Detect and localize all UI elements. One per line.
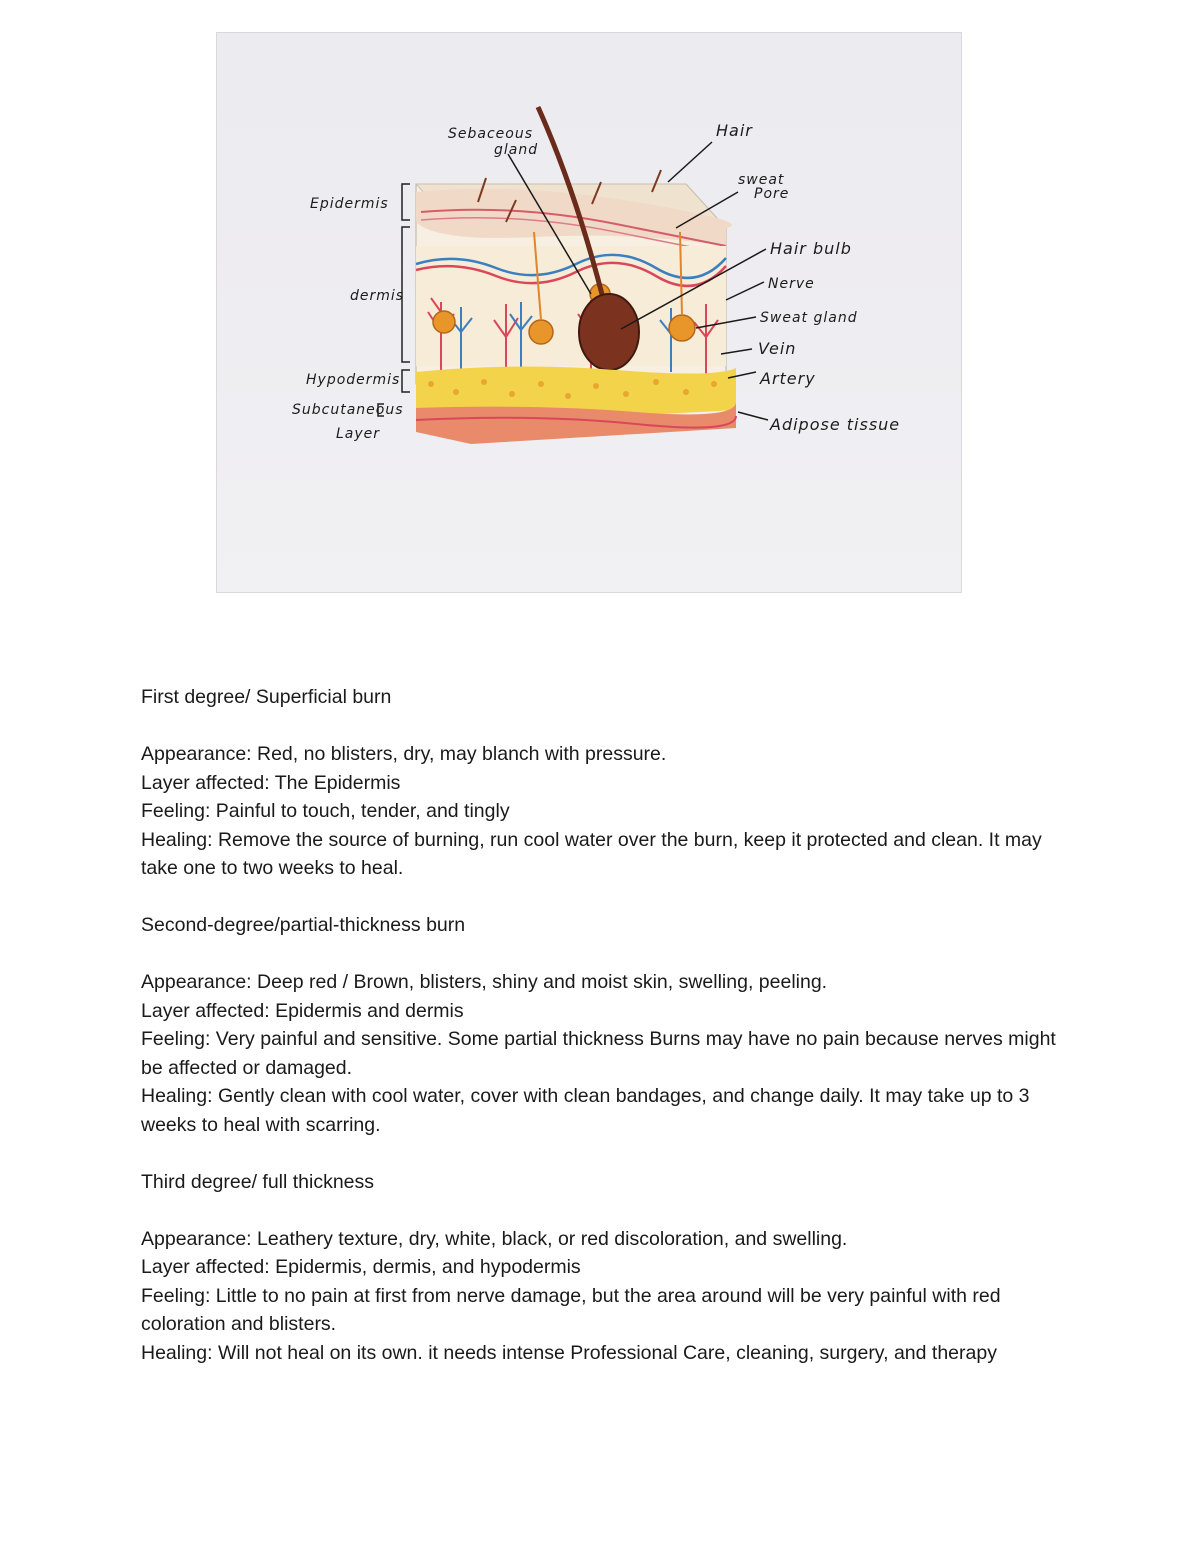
dermis-layer (416, 246, 726, 366)
section-1-title: First degree/ Superficial burn (141, 686, 392, 708)
label-sebaceous-gland-line2: gland (494, 142, 539, 158)
skin-cross-section-drawing (216, 32, 962, 593)
label-hair: Hair (716, 121, 753, 140)
label-subcutaneous-line1: Subcutaneous (292, 402, 404, 418)
label-sweat-pore-line1: sweat (738, 172, 785, 188)
section-2-healing: Healing: Gently clean with cool water, cover with clean bandages, and change daily. It may take up to 3 weeks to heal with scarring. (141, 1085, 1030, 1136)
label-sebaceous-gland-line1: Sebaceous (448, 126, 534, 142)
label-sweat-gland: Sweat gland (760, 310, 858, 326)
section-1-layer: Layer affected: The Epidermis (141, 771, 401, 794)
section-3-layer: Layer affected: Epidermis, dermis, and hypodermis (141, 1256, 581, 1278)
section-1-feeling: Feeling: Painful to touch, tender, and tingly (141, 800, 510, 822)
section-3-feeling: Feeling: Little to no pain at first from nerve damage, but the area around will be very painful with red coloration and blisters. (141, 1284, 1001, 1335)
section-2-layer: Layer affected: Epidermis and dermis (141, 999, 464, 1022)
section-3-appearance: Appearance: Leathery texture, dry, white, black, or red discoloration, and swelling. (141, 1227, 848, 1250)
label-subcutaneous-line2: Layer (336, 426, 381, 442)
label-vein: Vein (758, 339, 797, 358)
skin-diagram-photo (216, 32, 962, 593)
hair-bulb (579, 294, 639, 370)
section-2-feeling: Feeling: Very painful and sensitive. Some partial thickness Burns may have no pain because nerves might be affected or damaged. (141, 1028, 1056, 1079)
section-2-title: Second-degree/partial-thickness burn (141, 914, 466, 936)
label-hypodermis: Hypodermis (306, 372, 401, 388)
label-nerve: Nerve (768, 276, 815, 292)
section-3-healing: Healing: Will not heal on its own. it needs intense Professional Care, cleaning, surgery, and therapy (141, 1341, 997, 1364)
label-sweat-pore-line2: Pore (754, 186, 790, 202)
section-1-appearance: Appearance: Red, no blisters, dry, may blanch with pressure. (141, 743, 667, 765)
label-adipose-tissue: Adipose tissue (770, 415, 901, 434)
burn-degrees-text (141, 683, 1071, 1367)
section-1-healing: Healing: Remove the source of burning, run cool water over the burn, keep it protected and clean. It may take one to two weeks to heal. (141, 828, 1042, 879)
section-3-title: Third degree/ full thickness (141, 1170, 375, 1193)
label-epidermis: Epidermis (310, 196, 389, 212)
label-artery: Artery (760, 369, 816, 388)
section-2-appearance: Appearance: Deep red / Brown, blisters, shiny and moist skin, swelling, peeling. (141, 971, 828, 993)
label-hair-bulb: Hair bulb (770, 239, 852, 258)
label-dermis: dermis (350, 288, 405, 304)
